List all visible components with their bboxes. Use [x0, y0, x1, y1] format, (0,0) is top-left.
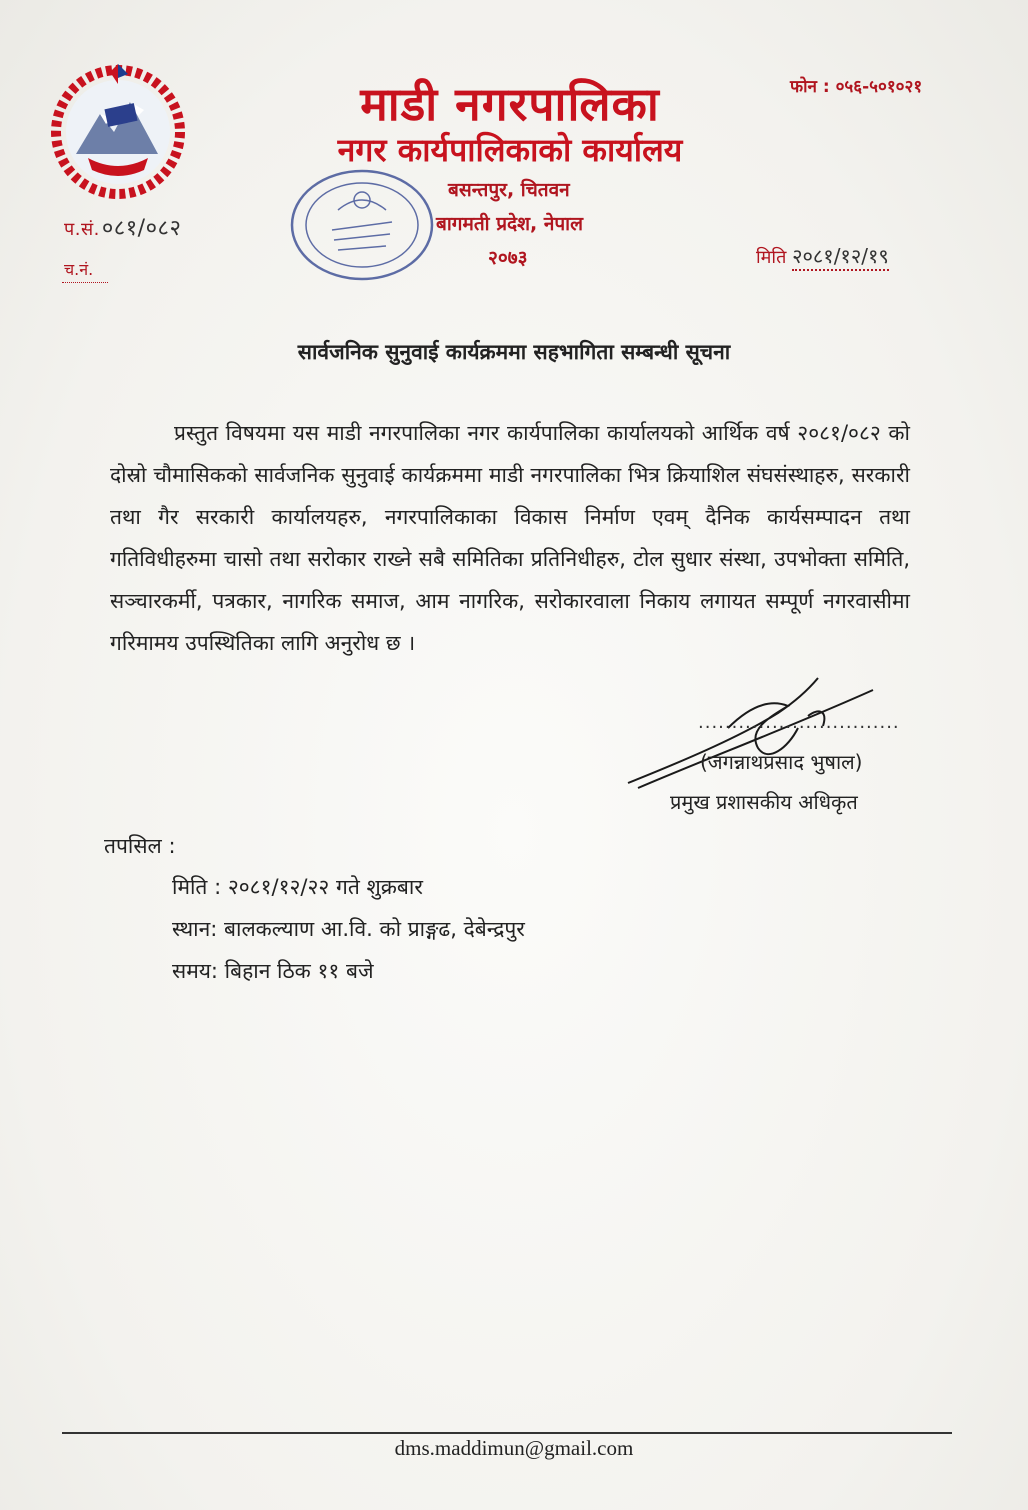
details-time: समय: बिहान ठिक ११ बजे: [172, 959, 374, 983]
address-province: बागमती प्रदेश, नेपाल: [436, 213, 583, 235]
dispatch-number-label: च.नं.: [64, 260, 94, 279]
established-year: २०७३: [488, 247, 528, 269]
signatory-name: (जगन्नाथप्रसाद भुषाल): [700, 750, 863, 774]
details-heading: तपसिल :: [104, 834, 176, 858]
signature-icon: [618, 668, 898, 798]
footer-divider: [62, 1432, 952, 1434]
reference-value: ०८१/०८२: [101, 216, 182, 241]
office-stamp-icon: [282, 160, 442, 290]
date-value: २०८१/१२/१९: [792, 244, 889, 271]
letter-date: [756, 242, 889, 269]
nepal-emblem-icon: [48, 62, 188, 202]
notice-body: प्रस्तुत विषयमा यस माडी नगरपालिका नगर कार्यपालिका कार्यालयको आर्थिक वर्ष २०८१/०८२ को दोस्रो चौमासिकको सार्वजनिक सुनुवाई कार्यक्रममा माडी नगरपालिका भित्र क्रियाशिल संघसंस्थाहरु, सरकारी तथा गैर सरकारी कार्यालयहरु, नगरपालिकाका विकास निर्माण एवम् दैनिक कार्यसम्पादन तथा गतिविधीहरुमा चासो तथा सरोकार राख्ने सबै समितिका प्रतिनिधीहरु, टोल सुधार संस्था, उपभोक्ता समिति, सञ्चारकर्मी, पत्रकार, नागरिक समाज, आम नागरिक, सरोकारवाला निकाय लगायत सम्पूर्ण नगरवासीमा गरिमामय उपस्थितिका लागि अनुरोध छ ।: [110, 421, 910, 655]
office-name: नगर कार्यपालिकाको कार्यालय: [337, 131, 683, 169]
reference-number: [64, 212, 181, 242]
footer-email: dms.maddimun@gmail.com: [394, 1436, 634, 1460]
municipality-name: माडी नगरपालिका: [360, 77, 660, 131]
details-date: मिति : २०८१/१२/२२ गते शुक्रबार: [172, 875, 423, 899]
phone-number: फोन : ०५६-५०१०२१: [790, 77, 923, 97]
address-city: बसन्तपुर, चितवन: [448, 179, 570, 201]
dispatch-number-line: [62, 282, 108, 283]
date-label: मिति: [756, 247, 787, 268]
signature-dotted-line: ..............................: [698, 712, 900, 733]
details-list: [172, 866, 525, 992]
details-place: स्थान: बालकल्याण आ.वि. को प्राङ्गढ, देबेन्द्रपुर: [172, 917, 525, 941]
reference-label: प.सं.: [64, 219, 100, 240]
signatory-designation: प्रमुख प्रशासकीय अधिकृत: [670, 790, 858, 814]
notice-subject: सार्वजनिक सुनुवाई कार्यक्रममा सहभागिता सम्बन्धी सूचना: [297, 340, 731, 364]
